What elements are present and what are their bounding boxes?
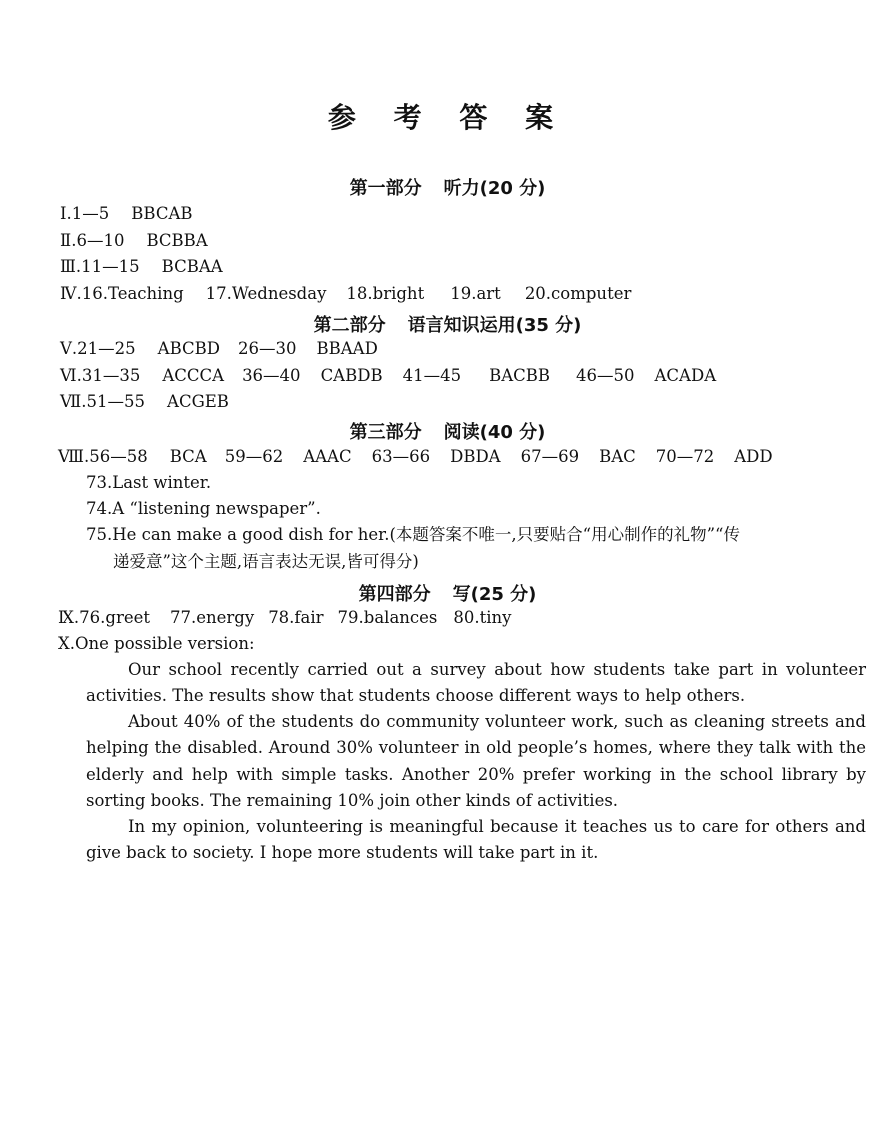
question-range: Ⅶ.51—55 — [60, 392, 146, 411]
answer-76: Ⅸ.76.greet — [58, 608, 151, 627]
question-range: 26—30 — [237, 339, 297, 358]
answer-row-v — [60, 339, 378, 358]
answers: CABDB — [320, 366, 383, 385]
question-range: Ⅷ.56—58 — [58, 447, 148, 466]
question-range: Ⅱ.6—10 — [60, 231, 125, 250]
question-range: 67—69 — [520, 447, 580, 466]
answers: ACCCA — [162, 366, 225, 385]
section-heading-reading — [0, 418, 895, 444]
answer-row-iii — [60, 257, 223, 276]
answers: ACGEB — [167, 392, 229, 411]
answer-row-viii — [58, 447, 773, 466]
section-name: 第三部分 — [349, 422, 422, 443]
question-range: Ⅵ.31—35 — [60, 366, 141, 385]
answer-18: 18.bright — [346, 284, 425, 303]
answers: BBAAD — [316, 339, 378, 358]
section-heading-writing — [0, 580, 895, 606]
section-name: 第一部分 — [349, 178, 422, 199]
essay-paragraph-1: Our school recently carried out a survey about how students take part in volunteer activities. The results show that students choose different ways to help others. — [86, 660, 866, 706]
answer-16: Ⅳ.16.Teaching — [60, 284, 184, 303]
answer-20: 20.computer — [524, 284, 632, 303]
answers: DBDA — [450, 447, 501, 466]
answer-row-i — [60, 204, 193, 223]
answer-row-vii — [60, 392, 229, 411]
answer-19: 19.art — [450, 284, 501, 303]
question-range: 63—66 — [371, 447, 431, 466]
section-topic: 阅读(40 分) — [443, 422, 546, 443]
essay-paragraph-2: About 40% of the students do community volunteer work, such as cleaning streets and helping the disabled. Around 30% volunteer in old people’s homes, where they talk with the elderly and help with simple tasks. Another 20% prefer working in the school library by sorting books. The remaining 10% join other kinds of activities. — [86, 712, 866, 810]
answers: BCA — [169, 447, 207, 466]
answers: BAC — [599, 447, 636, 466]
page-title: 参 考 答 案 — [327, 101, 568, 134]
answers: BBCAB — [131, 204, 193, 223]
answer-row-iv — [60, 284, 631, 303]
answer-78: 78.fair — [268, 608, 324, 627]
question-range: Ⅰ.1—5 — [60, 204, 110, 223]
answers: ADD — [734, 447, 773, 466]
answers: BACBB — [489, 366, 551, 385]
answers: ABCBD — [157, 339, 220, 358]
section-topic: 语言知识运用(35 分) — [407, 315, 582, 336]
answer-row-ix — [58, 608, 512, 627]
essay-paragraph-3: In my opinion, volunteering is meaningful because it teaches us to care for others and give back to society. I hope more students will take part in it. — [86, 817, 866, 863]
answer-80: 80.tiny — [453, 608, 512, 627]
answer-75-line-1: 75.He can make a good dish for her.(本题答案不唯一,只要贴合“用心制作的礼物”“传 — [86, 525, 740, 544]
section-topic: 听力(20 分) — [443, 178, 546, 199]
answers: BCBAA — [161, 257, 223, 276]
answer-row-ii — [60, 231, 208, 250]
question-range: 70—72 — [655, 447, 715, 466]
answer-row-vi — [60, 366, 716, 385]
question-range: 41—45 — [402, 366, 462, 385]
section-name: 第四部分 — [358, 584, 431, 605]
answer-74: 74.A “listening newspaper”. — [86, 499, 321, 518]
section-heading-language — [0, 311, 895, 337]
question-range: 36—40 — [242, 366, 301, 385]
answers: ACADA — [654, 366, 717, 385]
section-topic: 写(25 分) — [452, 584, 537, 605]
answers: BCBBA — [146, 231, 208, 250]
answer-79: 79.balances — [337, 608, 438, 627]
answers: AAAC — [303, 447, 352, 466]
section-name: 第二部分 — [313, 315, 386, 336]
answer-75-line-2: 递爱意”这个主题,语言表达无误,皆可得分) — [113, 552, 419, 571]
answer-x-label: Ⅹ.One possible version: — [58, 634, 255, 653]
question-range: Ⅴ.21—25 — [60, 339, 136, 358]
question-range: 59—62 — [224, 447, 284, 466]
section-heading-listening — [0, 174, 895, 200]
question-range: Ⅲ.11—15 — [60, 257, 140, 276]
answer-17: 17.Wednesday — [205, 284, 327, 303]
answer-77: 77.energy — [170, 608, 255, 627]
answer-73: 73.Last winter. — [86, 473, 212, 492]
question-range: 46—50 — [576, 366, 635, 385]
